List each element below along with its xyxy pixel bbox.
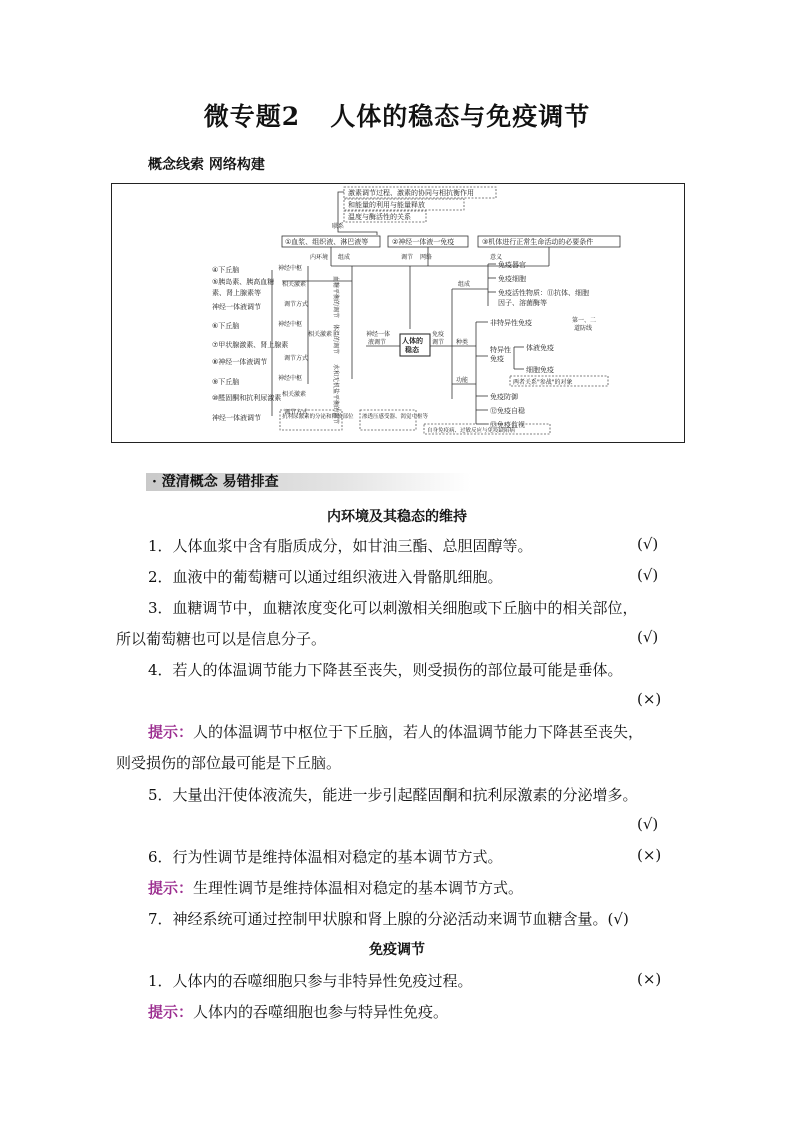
- link-label-top: 联系: [332, 223, 345, 230]
- statement-7: [148, 908, 629, 929]
- specific-line-2: 免疫: [490, 355, 504, 363]
- meaning-label: ③机体进行正常生命活动的必要条件: [482, 238, 594, 246]
- statement-1: 1．人体血浆中含有脂质成分，如甘油三酯、总胆固醇等。: [148, 537, 533, 555]
- column-blood-sugar: 血糖平衡的调节: [332, 276, 339, 319]
- hint-label: 提示：: [148, 879, 194, 897]
- specific-line-1: 特异性: [490, 346, 511, 354]
- immune-statement-1: 1．人体内的吞噬细胞只参与非特异性免疫过程。: [148, 972, 473, 990]
- hint-4-cont: 则受损伤的部位最可能是下丘脑。: [116, 754, 342, 772]
- humoral-label: 体液免疫: [526, 344, 554, 352]
- sub-label-3: 调节方式: [284, 301, 309, 308]
- types-label: 种类: [456, 339, 469, 346]
- left-item-2: ⑤胰岛素、胰高血糖: [212, 278, 275, 286]
- judgement-mark: (√): [637, 815, 659, 833]
- bottom-box-1: 抗利尿激素的分泌和释放部位: [282, 414, 354, 420]
- statement-5: 5．大量出汗使体液流失，能进一步引起醛固酮和抗利尿激素的分泌增多。: [148, 786, 638, 804]
- cellular-label: 细胞免疫: [526, 366, 554, 374]
- immune-part-3: 免疫活性物质：⑪抗体、细胞: [498, 289, 589, 297]
- composition2-label: 组成: [458, 281, 471, 288]
- left-item-4: 神经一体液调节: [212, 303, 261, 311]
- title-number: 微专题2: [203, 102, 301, 131]
- left-item-3: 素、肾上腺素等: [212, 289, 261, 297]
- hint-4: [148, 721, 643, 742]
- sub-label-2: 相关激素: [282, 281, 307, 288]
- function-1: 免疫防御: [490, 393, 518, 401]
- function-3: ⑬免疫监视: [490, 421, 525, 429]
- bottom-box-3: 自身免疫病、过敏反应与免疫缺陷病: [427, 428, 516, 434]
- left-item-5: ⑥下丘脑: [212, 322, 240, 330]
- left-item-6: ⑦甲状腺激素、肾上腺素: [212, 341, 289, 349]
- composition-label: 组成: [338, 254, 351, 261]
- neural-line-2: 液调节: [368, 339, 387, 346]
- title-text: 人体的稳态与免疫调节: [330, 102, 591, 131]
- section-banner: · 澄清概念 易错排查: [146, 473, 471, 491]
- judgement-mark: (√): [637, 566, 659, 584]
- judgement-mark: (√): [607, 910, 629, 928]
- sub-label-9: 调节方式: [284, 409, 309, 416]
- internal-env-label: 内环境: [310, 254, 329, 261]
- sub-label-1: 神经中枢: [278, 265, 303, 272]
- top-box-2: 和能量的利用与能量释放: [348, 201, 425, 209]
- immune-label-2: 调节: [432, 339, 445, 346]
- hint-label: 提示：: [148, 723, 194, 741]
- column-body-temp: 体温的调节: [332, 324, 339, 355]
- sub-label-5: 相关激素: [308, 331, 333, 338]
- statement-3-cont: 所以葡萄糖也可以是信息分子。: [116, 630, 327, 648]
- subheading-immunity: 免疫调节: [369, 942, 425, 958]
- left-item-9: ⑩醛固酮和抗利尿激素: [212, 394, 282, 402]
- judgement-mark: (×): [637, 690, 662, 708]
- neural-line-1: 神经一体: [366, 331, 391, 338]
- statement-3: 3．血糖调节中，血糖浓度变化可以刺激相关细胞或下丘脑中的相关部位，: [148, 599, 638, 617]
- hint-label: 提示：: [148, 1003, 194, 1021]
- hint-text: 人的体温调节中枢位于下丘脑，若人的体温调节能力下降甚至丧失，: [193, 723, 644, 741]
- component-label: ①血浆、组织液、淋巴液等: [285, 238, 369, 246]
- center-line-1: 人体的: [402, 337, 423, 345]
- network-label: 网络: [420, 254, 433, 261]
- section-heading: 概念线索 网络构建: [148, 157, 265, 173]
- nonspecific-label: 非特异性免疫: [490, 319, 532, 327]
- sub-label-6: 调节方式: [284, 355, 309, 362]
- judgement-mark: (×): [637, 846, 662, 864]
- significance-label: 意义: [490, 254, 503, 261]
- hint-6: [148, 877, 523, 898]
- concept-map-svg: [112, 184, 686, 444]
- concept-map: [111, 183, 685, 443]
- immune-hint-1: [148, 1001, 448, 1022]
- judgement-mark: (√): [637, 628, 659, 646]
- left-item-1: ④下丘脑: [212, 266, 240, 274]
- statement-4: 4．若人的体温调节能力下降甚至丧失，则受损伤的部位最可能是垂体。: [148, 661, 623, 679]
- hint-text: 人体内的吞噬细胞也参与特异性免疫。: [193, 1003, 449, 1021]
- left-item-10: 神经一体液调节: [212, 414, 261, 422]
- judgement-mark: (√): [637, 535, 659, 553]
- left-item-7: ⑧神经一体液调节: [212, 358, 268, 366]
- column-water-salt: 水和无机盐平衡的调节: [332, 364, 339, 425]
- subheading-homeostasis: 内环境及其稳态的维持: [327, 509, 467, 525]
- immune-part-4: 因子、溶菌酶等: [498, 299, 547, 307]
- immune-label-1: 免疫: [432, 331, 445, 338]
- immune-part-1: 免疫器官: [498, 261, 526, 269]
- regulation-small-label: 调节: [401, 254, 414, 261]
- sub-label-7: 神经中枢: [278, 375, 303, 382]
- sub-label-4: 神经中枢: [278, 321, 303, 328]
- defense-line-2: 道防线: [574, 325, 593, 332]
- left-item-8: ⑨下丘脑: [212, 378, 240, 386]
- regulation-label: ②神经一体液一免疫: [392, 238, 455, 246]
- top-box-3: 温度与酶活性的关系: [348, 213, 411, 221]
- center-line-2: 稳态: [405, 346, 419, 354]
- bottom-box-2: 渗透压感受器、渴觉中枢等: [362, 414, 429, 420]
- judgement-mark: (×): [637, 970, 662, 988]
- sub-label-8: 相关激素: [282, 391, 307, 398]
- top-box-1: 激素调节过程、激素的协同与相抗衡作用: [348, 189, 474, 197]
- statement-6: 6．行为性调节是维持体温相对稳定的基本调节方式。: [148, 848, 503, 866]
- function-2: ⑫免疫自稳: [490, 407, 525, 415]
- immune-part-2: 免疫细胞: [498, 275, 526, 283]
- relationship-label: 两者关系"参战"的对象: [513, 379, 573, 386]
- hint-text: 生理性调节是维持体温相对稳定的基本调节方式。: [193, 879, 524, 897]
- function-label: 功能: [456, 377, 469, 384]
- statement-2: 2．血液中的葡萄糖可以通过组织液进入骨骼肌细胞。: [148, 568, 503, 586]
- statement-7-text: 7．神经系统可通过控制甲状腺和肾上腺的分泌活动来调节血糖含量。: [148, 910, 608, 928]
- page-title: [0, 97, 794, 133]
- defense-line-1: 第一、二: [572, 317, 597, 324]
